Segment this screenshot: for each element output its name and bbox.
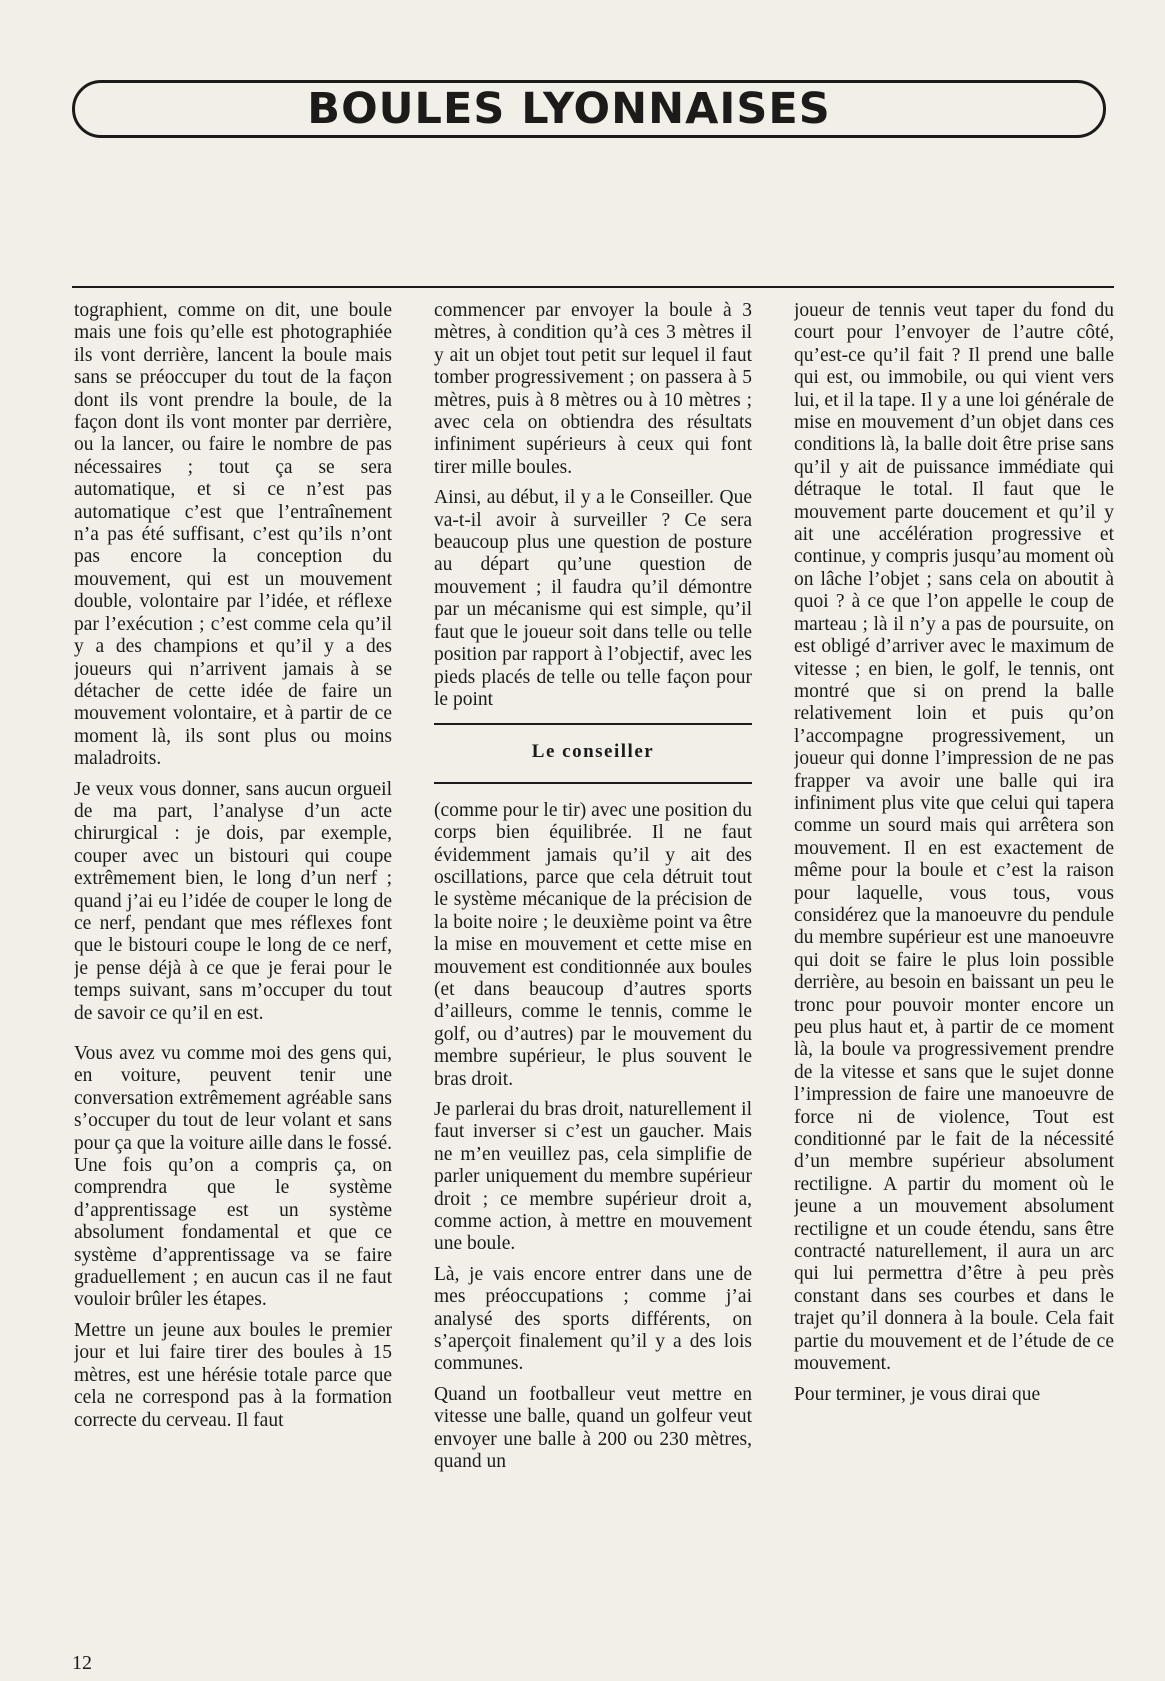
paragraph: (comme pour le tir) avec une position du corps bien équilibrée. Il ne faut évidemment jamais qu’il y ait des oscillations, parce que cela détruit tout le système mécanique de la précision de la boite noire ; le deuxième point va être la mise en mouvement et cette mise en mouvement est conditionnée aux boules (et dans beaucoup d’autres sports d’ailleurs, comme le tennis, comme le golf, ou d’autres) par le mouvement du membre supérieur, le plus souvent le bras droit. bbox=[434, 799, 752, 1090]
header-banner bbox=[72, 80, 1106, 138]
paragraph: Mettre un jeune aux boules le premier jour et lui faire tirer des boules à 15 mètres, est une hérésie totale parce que cela ne correspond pas à la formation correcte du cerveau. Il faut bbox=[74, 1319, 392, 1431]
paragraph: tographient, comme on dit, une boule mais une fois qu’elle est photographiée ils vont derrière, lancent la boule mais sans se préoccuper du tout de la façon dont ils vont prendre la boule, de la façon dont ils vont monter par derrière, ou la lancer, ou faire le nombre de pas nécessaires ; tout ça se sera automatique, et si ce n’est pas automatique c’est que l’entraînement n’a pas été suffisant, c’est qu’ils n’ont pas encore la conception du mouvement, qui est un mouvement double, volontaire par l’idée, et réflexe par l’exécution ; c’est comme cela qu’il y a des champions et qu’il y a des joueurs qui n’arrivent jamais à se détacher de cette idée de faire un mouvement volontaire, et à partir de ce moment là, ils sont plus ou moins maladroits. bbox=[74, 300, 392, 770]
top-divider bbox=[72, 286, 1114, 288]
paragraph: Vous avez vu comme moi des gens qui, en voiture, peuvent tenir une conversation extrêmement agréable sans s’occuper du tout de leur volant et sans pour ça que la voiture aille dans le fossé. Une fois qu’on a compris ça, on comprendra que le système d’apprentissage est un système absolument fondamental et que ce système d’apprentissage va se faire graduellement ; en aucun cas il ne faut vouloir brûler les étapes. bbox=[74, 1043, 392, 1311]
page-title: BOULES LYONNAISES bbox=[307, 83, 831, 134]
page-number: 12 bbox=[72, 1652, 92, 1674]
paragraph: Là, je vais encore entrer dans une de mes préoccupations ; comme j’ai analysé des sports différents, on s’aperçoit finalement qu’il y a des lois communes. bbox=[434, 1263, 752, 1375]
paragraph: joueur de tennis veut taper du fond du court pour l’envoyer de l’autre côté, qu’est-ce qu’il fait ? Il prend une balle qui est, ou immobile, ou qui vient vers lui, et il la tape. Il y a une loi générale de mise en mouvement d’un objet dans ces conditions là, la balle doit être prise sans qu’il y ait de puissance immédiate qui détraque le total. Il faut que le mouvement parte doucement et qu’il y ait une accélération progressive et continue, y compris jusqu’au moment où on lâche l’objet ; sans cela on aboutit à quoi ? à ce que l’on appelle le coup de marteau ; là il n’y a pas de poursuite, on est obligé d’arriver avec le maximum de vitesse ; en bien, le golf, le tennis, ont montré que si on prend la balle relativement loin et puis qu’on l’accompagne progressivement, un joueur qui donne l’impression de ne pas frapper va avoir une balle qui ira infiniment plus vite que celui qui tapera comme un sourd mais qui arrêtera son mouvement. Il en est exactement de même pour la boule et c’est la raison pour laquelle, vous tous, vous considérez que la manoeuvre du pendule du membre supérieur est une manoeuvre qui doit se faire le plus loin possible derrière, au besoin en baissant un peu le tronc pour pouvoir monter encore un peu plus haut et, à partir de ce moment là, la boule va progressivement prendre de la vitesse et sans que le sujet donne l’impression de faire une manoeuvre de force ni de violence, Tout est conditionné par le fait de la nécessité d’un membre supérieur absolument rectiligne. A partir du moment où le jeune a un mouvement absolument rectiligne et un coude étendu, sans être contracté naturellement, il aura un arc qui lui permettra d’être à peu près constant dans ses courbes et dans le trajet qu’il donnera à la boule. Cela fait partie du mouvement et de l’étude de ce mouvement. bbox=[794, 300, 1114, 1375]
text-column-3 bbox=[794, 300, 1114, 1620]
paragraph: Je parlerai du bras droit, naturellement il faut inverser si c’est un gaucher. Mais ne m’en veuillez pas, cela simplifie de parler uniquement du membre supérieur droit ; ce membre supérieur droit a, comme action, à mettre en mouvement une boule. bbox=[434, 1099, 752, 1255]
paragraph: commencer par envoyer la boule à 3 mètres, à condition qu’à ces 3 mètres il y ait un objet tout petit sur lequel il faut tomber progressivement ; on passera à 5 mètres, puis à 8 mètres ou à 10 mètres ; avec cela on obtiendra des résultats infiniment supérieurs à ceux qui font tirer mille boules. bbox=[434, 300, 752, 478]
paragraph: Quand un footballeur veut mettre en vitesse une balle, quand un golfeur veut envoyer une balle à 200 ou 230 mètres, quand un bbox=[434, 1383, 752, 1473]
paragraph: Pour terminer, je vous dirai que bbox=[794, 1383, 1041, 1405]
section-subheading: Le conseiller bbox=[434, 723, 752, 783]
paragraph: Je veux vous donner, sans aucun orgueil de ma part, l’analyse d’un acte chirurgical : je dois, par exemple, couper avec un bistouri qui coupe extrêmement bien, le long d’un nerf ; quand j’ai eu l’idée de couper le long de ce nerf, pendant que mes réflexes font que le bistouri coupe le long de ce nerf, je pense déjà à ce que je ferai pour le temps suivant, sans m’occuper du tout de savoir ce qu’il en est. bbox=[74, 778, 392, 1024]
text-column-1 bbox=[74, 300, 392, 1620]
text-column-2 bbox=[434, 300, 752, 1620]
paragraph: Ainsi, au début, il y a le Conseiller. Que va-t-il avoir à surveiller ? Ce sera beaucoup plus une question de posture au départ qu’une question de mouvement ; il faudra qu’il démontre par un mécanisme qui est simple, qu’il faut que le joueur soit dans telle ou telle position par rapport à l’objectif, avec les pieds placés de telle ou telle façon pour le point bbox=[434, 487, 752, 710]
